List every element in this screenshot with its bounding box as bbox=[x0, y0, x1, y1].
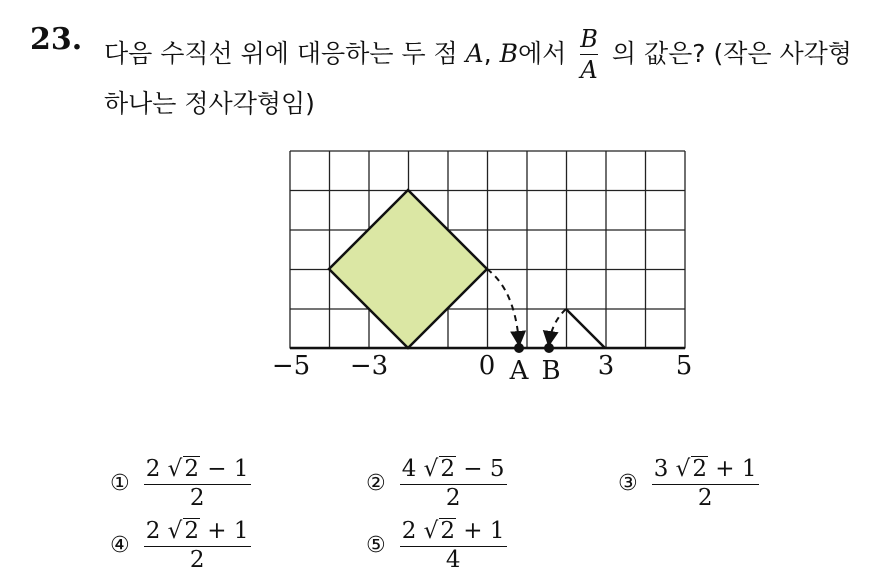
question-text-end: 의 값은? (작은 사각형 bbox=[611, 38, 852, 68]
option-1-denominator: 2 bbox=[189, 485, 205, 512]
point-b-italic: B bbox=[499, 38, 518, 68]
point-a-label: A bbox=[509, 356, 529, 386]
arc-to-a bbox=[487, 269, 519, 343]
option-2-op: − bbox=[463, 456, 483, 482]
ratio-numerator: B bbox=[580, 25, 598, 53]
shaded-square bbox=[329, 190, 487, 348]
option-4-numerator: 2 √2 + 1 bbox=[145, 518, 249, 544]
option-5-const: 1 bbox=[489, 518, 505, 544]
option-3-marker: ③ bbox=[618, 470, 638, 496]
option-5-numerator: 2 √2 + 1 bbox=[401, 518, 505, 544]
option-5[interactable] bbox=[366, 518, 507, 572]
option-5-marker: ⑤ bbox=[366, 532, 386, 558]
option-2-const: 5 bbox=[489, 456, 505, 482]
option-1-marker: ① bbox=[110, 470, 130, 496]
option-5-radicand: 2 bbox=[440, 518, 455, 544]
option-1[interactable] bbox=[110, 456, 251, 510]
option-3-denominator: 2 bbox=[697, 485, 713, 512]
question-comma: , bbox=[483, 38, 500, 68]
tick-label-minus-3: −3 bbox=[349, 351, 389, 381]
option-4-const: 1 bbox=[233, 518, 249, 544]
option-5-coef: 2 bbox=[401, 518, 417, 544]
option-2[interactable] bbox=[366, 456, 507, 510]
option-3-coef: 3 bbox=[653, 456, 669, 482]
question-text-start: 다음 수직선 위에 대응하는 두 점 bbox=[104, 38, 466, 68]
option-2-radicand: 2 bbox=[440, 456, 455, 482]
tick-label-5: 5 bbox=[675, 351, 693, 381]
option-3-radicand: 2 bbox=[692, 456, 707, 482]
ratio-denominator: A bbox=[580, 56, 598, 85]
point-a-italic: A bbox=[465, 38, 484, 68]
option-2-coef: 4 bbox=[401, 456, 417, 482]
tick-label-0: 0 bbox=[478, 351, 496, 381]
option-2-numerator: 4 √2 − 5 bbox=[401, 456, 505, 482]
option-4[interactable] bbox=[110, 518, 251, 572]
question-number: 23. bbox=[30, 22, 83, 57]
option-3-op: + bbox=[715, 456, 735, 482]
option-2-denominator: 2 bbox=[445, 485, 461, 512]
option-2-marker: ② bbox=[366, 470, 386, 496]
option-1-radicand: 2 bbox=[184, 456, 199, 482]
option-4-coef: 2 bbox=[145, 518, 161, 544]
point-b-dot bbox=[544, 343, 554, 353]
question-text-mid: 에서 bbox=[517, 38, 567, 68]
diagonal-segment bbox=[566, 309, 605, 348]
point-a-dot bbox=[514, 343, 524, 353]
option-4-denominator: 2 bbox=[189, 547, 205, 574]
tick-label-3: 3 bbox=[597, 351, 615, 381]
point-b-label: B bbox=[541, 356, 561, 386]
tick-label-minus-5: −5 bbox=[271, 351, 311, 381]
option-4-fraction bbox=[144, 518, 251, 572]
option-5-denominator: 4 bbox=[445, 547, 461, 574]
option-4-radicand: 2 bbox=[184, 518, 199, 544]
option-1-fraction bbox=[144, 456, 251, 510]
option-2-fraction bbox=[400, 456, 507, 510]
option-4-marker: ④ bbox=[110, 532, 130, 558]
option-3-numerator: 3 √2 + 1 bbox=[653, 456, 757, 482]
question-text-line-2: 하나는 정사각형임) bbox=[104, 89, 315, 118]
option-4-op: + bbox=[207, 518, 227, 544]
option-1-op: − bbox=[207, 456, 227, 482]
option-3-const: 1 bbox=[741, 456, 757, 482]
option-5-fraction bbox=[400, 518, 507, 572]
option-1-coef: 2 bbox=[145, 456, 161, 482]
option-3[interactable] bbox=[618, 456, 759, 510]
option-5-op: + bbox=[463, 518, 483, 544]
arc-to-b bbox=[549, 309, 566, 343]
option-3-fraction bbox=[652, 456, 759, 510]
option-1-numerator: 2 √2 − 1 bbox=[145, 456, 249, 482]
option-1-const: 1 bbox=[233, 456, 249, 482]
